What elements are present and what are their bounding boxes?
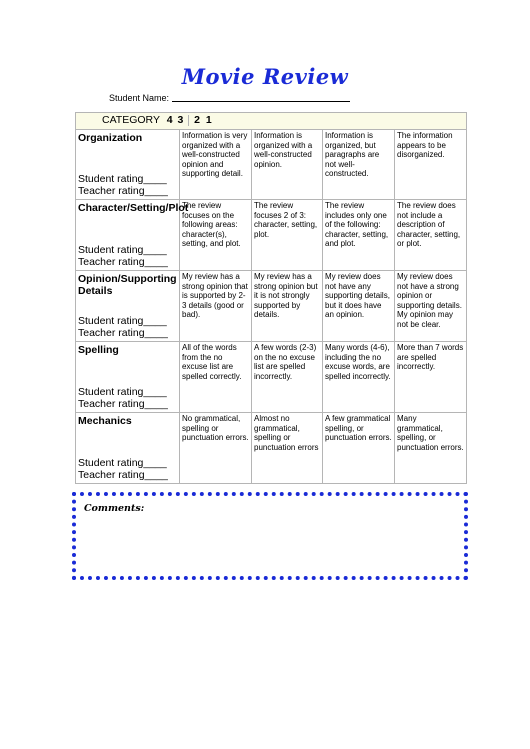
- score-1-cell: My review does not have a strong opinion or supporting details. My opinion may not be clear.: [395, 271, 467, 342]
- category-name: Character/Setting/Plot: [78, 202, 189, 214]
- student-rating[interactable]: Student rating____: [78, 173, 167, 185]
- category-cell: [76, 130, 180, 200]
- category-header: CATEGORY: [102, 114, 160, 126]
- teacher-rating[interactable]: Teacher rating____: [78, 185, 168, 197]
- score-4-cell: All of the words from the no excuse list are spelled correctly.: [180, 342, 252, 413]
- score-2-cell: Information is organized, but paragraphs are not well-constructed.: [323, 130, 395, 200]
- table-row: [76, 271, 467, 342]
- category-cell: [76, 342, 180, 413]
- teacher-rating[interactable]: Teacher rating____: [78, 469, 168, 481]
- score-4-cell: Information is very organized with a well-constructed opinion and supporting detail.: [180, 130, 252, 200]
- teacher-rating[interactable]: Teacher rating____: [78, 327, 168, 339]
- score-1-cell: Many grammatical, spelling, or punctuation errors.: [395, 413, 467, 484]
- score-4-cell: The review focuses on the following areas: character(s), setting, and plot.: [180, 200, 252, 271]
- category-name: Opinion/Supporting Details: [78, 273, 177, 297]
- score-3-cell: My review has a strong opinion but it is not strongly supported by details.: [252, 271, 323, 342]
- category-cell: [76, 200, 189, 271]
- rating-lines: [78, 315, 168, 339]
- score-3-cell: A few words (2-3) on the no excuse list are spelled incorrectly.: [252, 342, 323, 413]
- score-4-header: 4: [166, 114, 173, 126]
- rating-lines: [78, 457, 168, 481]
- score-1-header: 1: [205, 114, 212, 126]
- teacher-rating[interactable]: Teacher rating____: [78, 398, 168, 410]
- student-rating[interactable]: Student rating____: [78, 386, 167, 398]
- score-3-cell: Information is organized with a well-constructed opinion.: [252, 130, 323, 200]
- score-2-cell: My review does not have any supporting details, but it does have an opinion.: [323, 271, 395, 342]
- table-row: [76, 413, 467, 484]
- student-rating[interactable]: Student rating____: [78, 457, 167, 469]
- rating-lines: [78, 173, 168, 197]
- score-2-cell: The review includes only one of the following: character, setting, and plot.: [323, 200, 395, 271]
- rubric-header-row: [76, 113, 467, 130]
- student-name-label: Student Name:: [109, 93, 170, 103]
- rating-lines: [78, 244, 168, 268]
- score-3-header: 3: [177, 114, 184, 126]
- score-3-cell: The review focuses 2 of 3: character, setting, plot.: [252, 200, 323, 271]
- score-3-cell: Almost no grammatical, spelling or punctuation errors: [252, 413, 323, 484]
- score-1-cell: The information appears to be disorganized.: [395, 130, 467, 200]
- score-1-cell: More than 7 words are spelled incorrectly.: [395, 342, 467, 413]
- category-name: Organization: [78, 132, 143, 144]
- student-rating[interactable]: Student rating____: [78, 315, 167, 327]
- category-cell: [76, 413, 180, 484]
- rating-lines: [78, 386, 168, 410]
- score-2-cell: Many words (4-6), including the no excuse words, are spelled incorrectly.: [323, 342, 395, 413]
- score-1-cell: The review does not include a description of character, setting, or plot.: [395, 200, 467, 271]
- rubric-header-cell: [76, 113, 467, 130]
- category-cell: [76, 271, 180, 342]
- table-row: [76, 200, 467, 271]
- rubric-table: [75, 112, 467, 484]
- score-4-cell: My review has a strong opinion that is supported by 2-3 details (good or bad).: [180, 271, 252, 342]
- score-2-cell: A few grammatical spelling, or punctuation errors.: [323, 413, 395, 484]
- category-name: Spelling: [78, 344, 119, 356]
- table-row: [76, 342, 467, 413]
- score-2-header: 2: [194, 114, 200, 126]
- student-name-field[interactable]: [172, 101, 350, 102]
- table-row: [76, 130, 467, 200]
- comments-label: Comments:: [84, 503, 145, 514]
- score-4-cell: No grammatical, spelling or punctuation errors.: [180, 413, 252, 484]
- category-name: Mechanics: [78, 415, 132, 427]
- teacher-rating[interactable]: Teacher rating____: [78, 256, 168, 268]
- page-title: Movie Review: [181, 64, 349, 89]
- student-rating[interactable]: Student rating____: [78, 244, 167, 256]
- comments-box[interactable]: [72, 492, 468, 580]
- header-divider: [188, 115, 189, 126]
